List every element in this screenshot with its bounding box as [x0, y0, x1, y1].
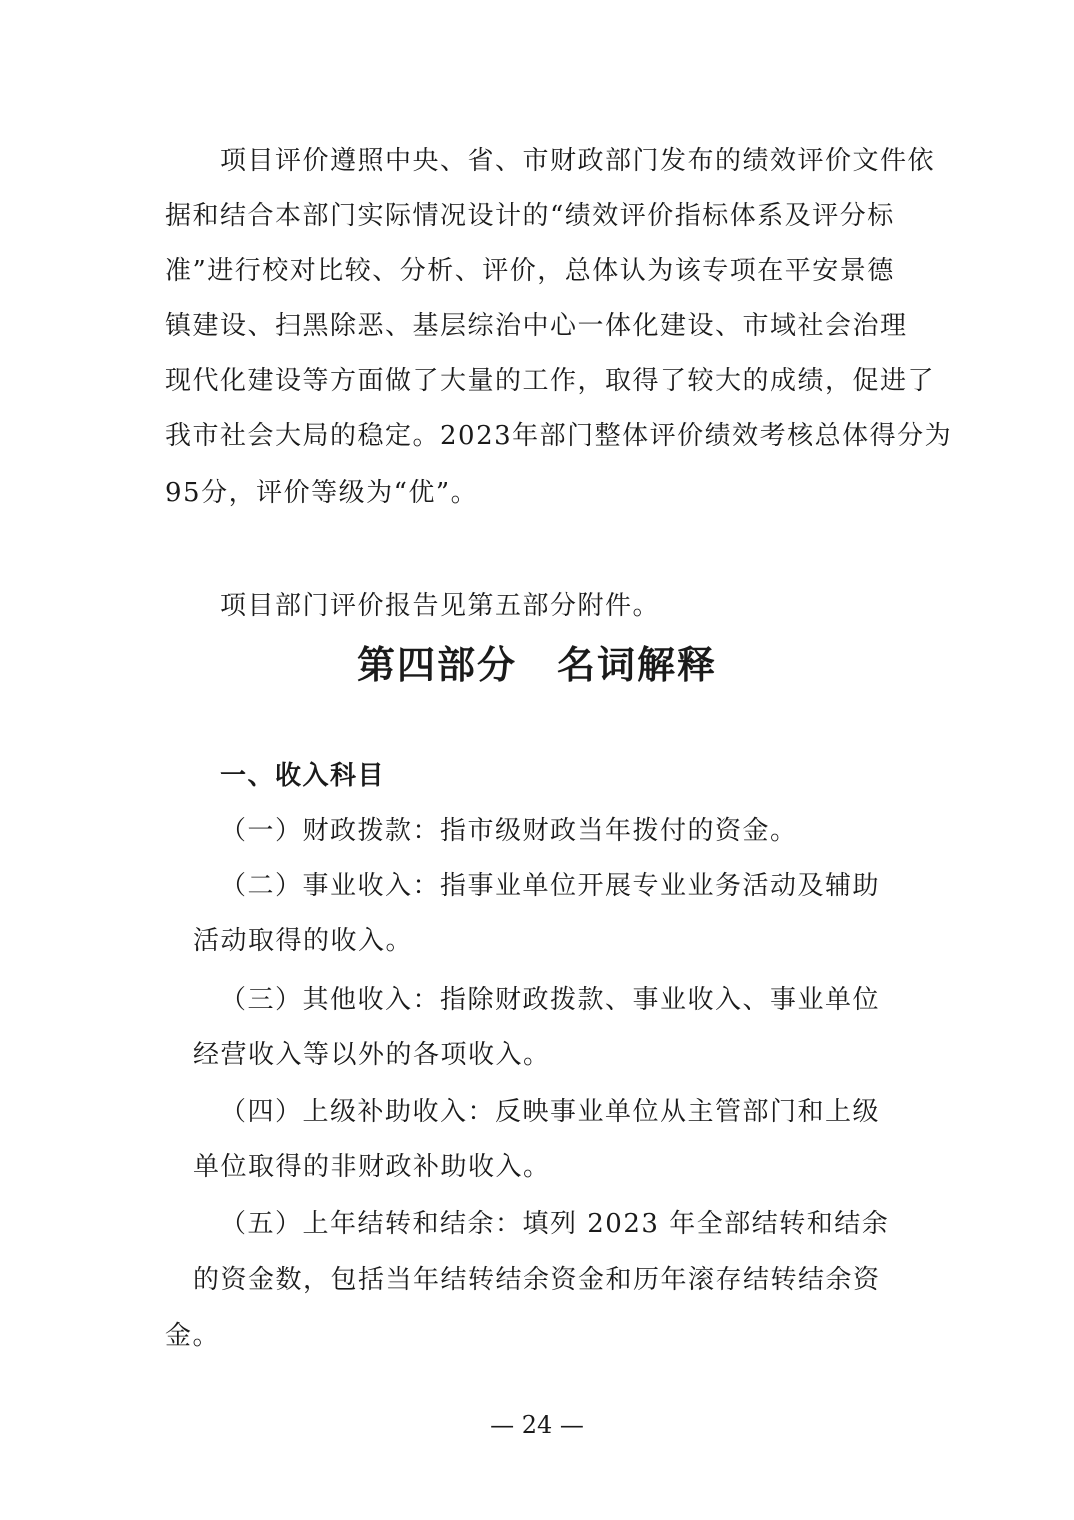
- text-line: 单位取得的非财政补助收入。: [193, 1152, 551, 1182]
- section-title: 第四部分 名词解释: [356, 643, 717, 687]
- text-line: 据和结合本部门实际情况设计的“绩效评价指标体系及评分标: [165, 201, 895, 231]
- text-line: 项目评价遵照中央、省、市财政部门发布的绩效评价文件依: [220, 146, 936, 176]
- text-line: 金。: [165, 1321, 221, 1351]
- page-number: — 24 —: [490, 1411, 584, 1439]
- text-line: 现代化建设等方面做了大量的工作，取得了较大的成绩，促进了: [165, 366, 936, 396]
- text-line: 活动取得的收入。: [193, 926, 414, 956]
- text-line: （三）其他收入：指除财政拨款、事业收入、事业单位: [220, 985, 881, 1015]
- text-line: 95分，评价等级为“优”。: [165, 478, 479, 508]
- subheading-income-items: 一、收入科目: [220, 761, 386, 791]
- text-line: 准”进行校对比较、分析、评价，总体认为该专项在平安景德: [165, 256, 895, 286]
- text-line: 经营收入等以外的各项收入。: [193, 1040, 551, 1070]
- text-line: （四）上级补助收入：反映事业单位从主管部门和上级: [220, 1097, 881, 1127]
- text-line: 的资金数，包括当年结转结余资金和历年滚存结转结余资: [193, 1265, 881, 1295]
- text-line: （二）事业收入：指事业单位开展专业业务活动及辅助: [220, 871, 881, 901]
- text-line: （一）财政拨款：指市级财政当年拨付的资金。: [220, 816, 798, 846]
- text-line: 镇建设、扫黑除恶、基层综治中心一体化建设、市域社会治理: [165, 311, 908, 341]
- text-line: 我市社会大局的稳定。2023年部门整体评价绩效考核总体得分为: [165, 421, 953, 451]
- report-reference-paragraph: 项目部门评价报告见第五部分附件。: [220, 591, 661, 621]
- text-line: （五）上年结转和结余：填列 2023 年全部结转和结余: [220, 1209, 890, 1239]
